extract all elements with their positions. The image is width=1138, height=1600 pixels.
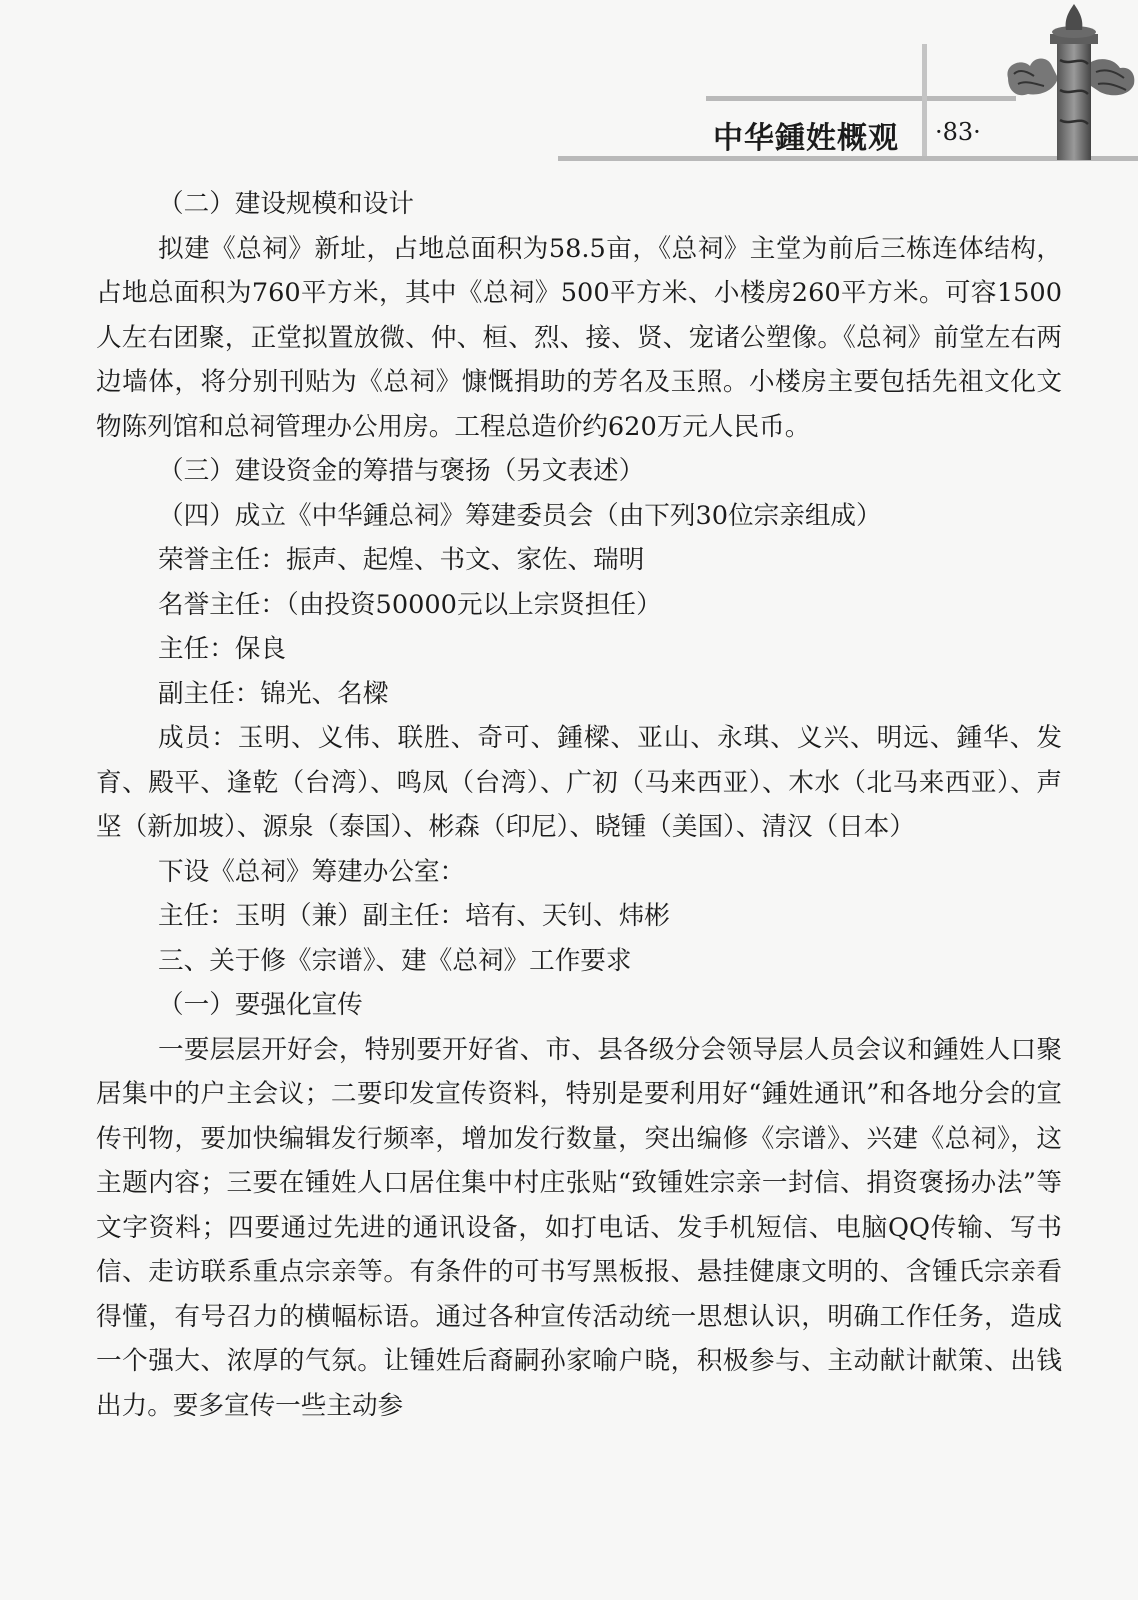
section-heading-funding: （三）建设资金的筹措与褒扬（另文表述）	[158, 456, 645, 486]
section-heading-work-requirements: 三、关于修《宗谱》、建《总祠》工作要求	[158, 945, 632, 976]
header-rule-top	[706, 96, 1016, 101]
header-rule-vertical	[922, 44, 927, 156]
huabiao-pillar-icon	[1000, 0, 1138, 160]
honorary-directors: 荣誉主任：振声、起煌、书文、家佐、瑞明	[158, 545, 645, 575]
director: 主任：保良	[158, 634, 286, 664]
paragraph-publicity: 一要层层开好会，特别要开好省、市、县各级分会领导层人员会议和鍾姓人口聚居集中的户主会议；二要印发宣传资料，特别是要利用好“鍾姓通讯”和各地分会的宣传刊物，要加快编辑发行频率，增加发行数量，突出编修《宗谱》、兴建《总祠》，这主题内容；三要在锺姓人口居住集中村庄张贴“致锺姓宗亲一封信、捐资褒扬办法”等文字资料；四要通过先进的通讯设备，如打电话、发手机短信、电脑QQ传输、写书信、走访联系重点宗亲等。有条件的可书写黑板报、悬挂健康文明的、含锺氏宗亲看得懂，有号召力的横幅标语。通过各种宣传活动统一思想认识，明确工作任务，造成一个强大、浓厚的气氛。让锺姓后裔嗣孙家喻户晓，积极参与、主动献计献策、出钱出力。要多宣传一些主动参	[96, 1034, 1062, 1421]
page-number: ·83·	[935, 118, 981, 146]
page-header	[0, 0, 1138, 170]
running-title: 中华鍾姓概观	[713, 121, 899, 156]
deputy-directors: 副主任：锦光、名樑	[158, 678, 389, 709]
section-heading-committee: （四）成立《中华鍾总祠》筹建委员会（由下列30位宗亲组成）	[158, 500, 882, 531]
committee-members: 成员：玉明、义伟、联胜、奇可、鍾樑、亚山、永琪、义兴、明远、鍾华、发育、殿平、逢乾（台湾）、鸣凤（台湾）、广初（马来西亚）、木水（北马来西亚）、声坚（新加坡）、源泉（泰国）、彬森（印尼）、晓锺（美国）、清汉（日本）	[96, 723, 1062, 842]
office-heading: 下设《总祠》筹建办公室：	[158, 856, 466, 887]
paragraph-construction-plan: 拟建《总祠》新址，占地总面积为58.5亩，《总祠》主堂为前后三栋连体结构，占地总面积为760平方米，其中《总祠》500平方米、小楼房260平方米。可容1500人左右团聚，正堂拟置放微、仲、桓、烈、接、贤、宠诸公塑像。《总祠》前堂左右两边墙体，将分别刊贴为《总祠》慷慨捐助的芳名及玉照。小楼房主要包括先祖文化文物陈列馆和总祠管理办公用房。工程总造价约620万元人民币。	[96, 233, 1062, 442]
subsection-heading-publicity: （一）要强化宣传	[158, 990, 363, 1020]
office-leaders: 主任：玉明（兼）副主任：培有、天钊、炜彬	[158, 901, 670, 931]
titular-directors: 名誉主任：（由投资50000元以上宗贤担任）	[158, 589, 662, 620]
body-text	[96, 182, 1062, 1428]
section-heading-scale-design: （二）建设规模和设计	[158, 189, 414, 219]
